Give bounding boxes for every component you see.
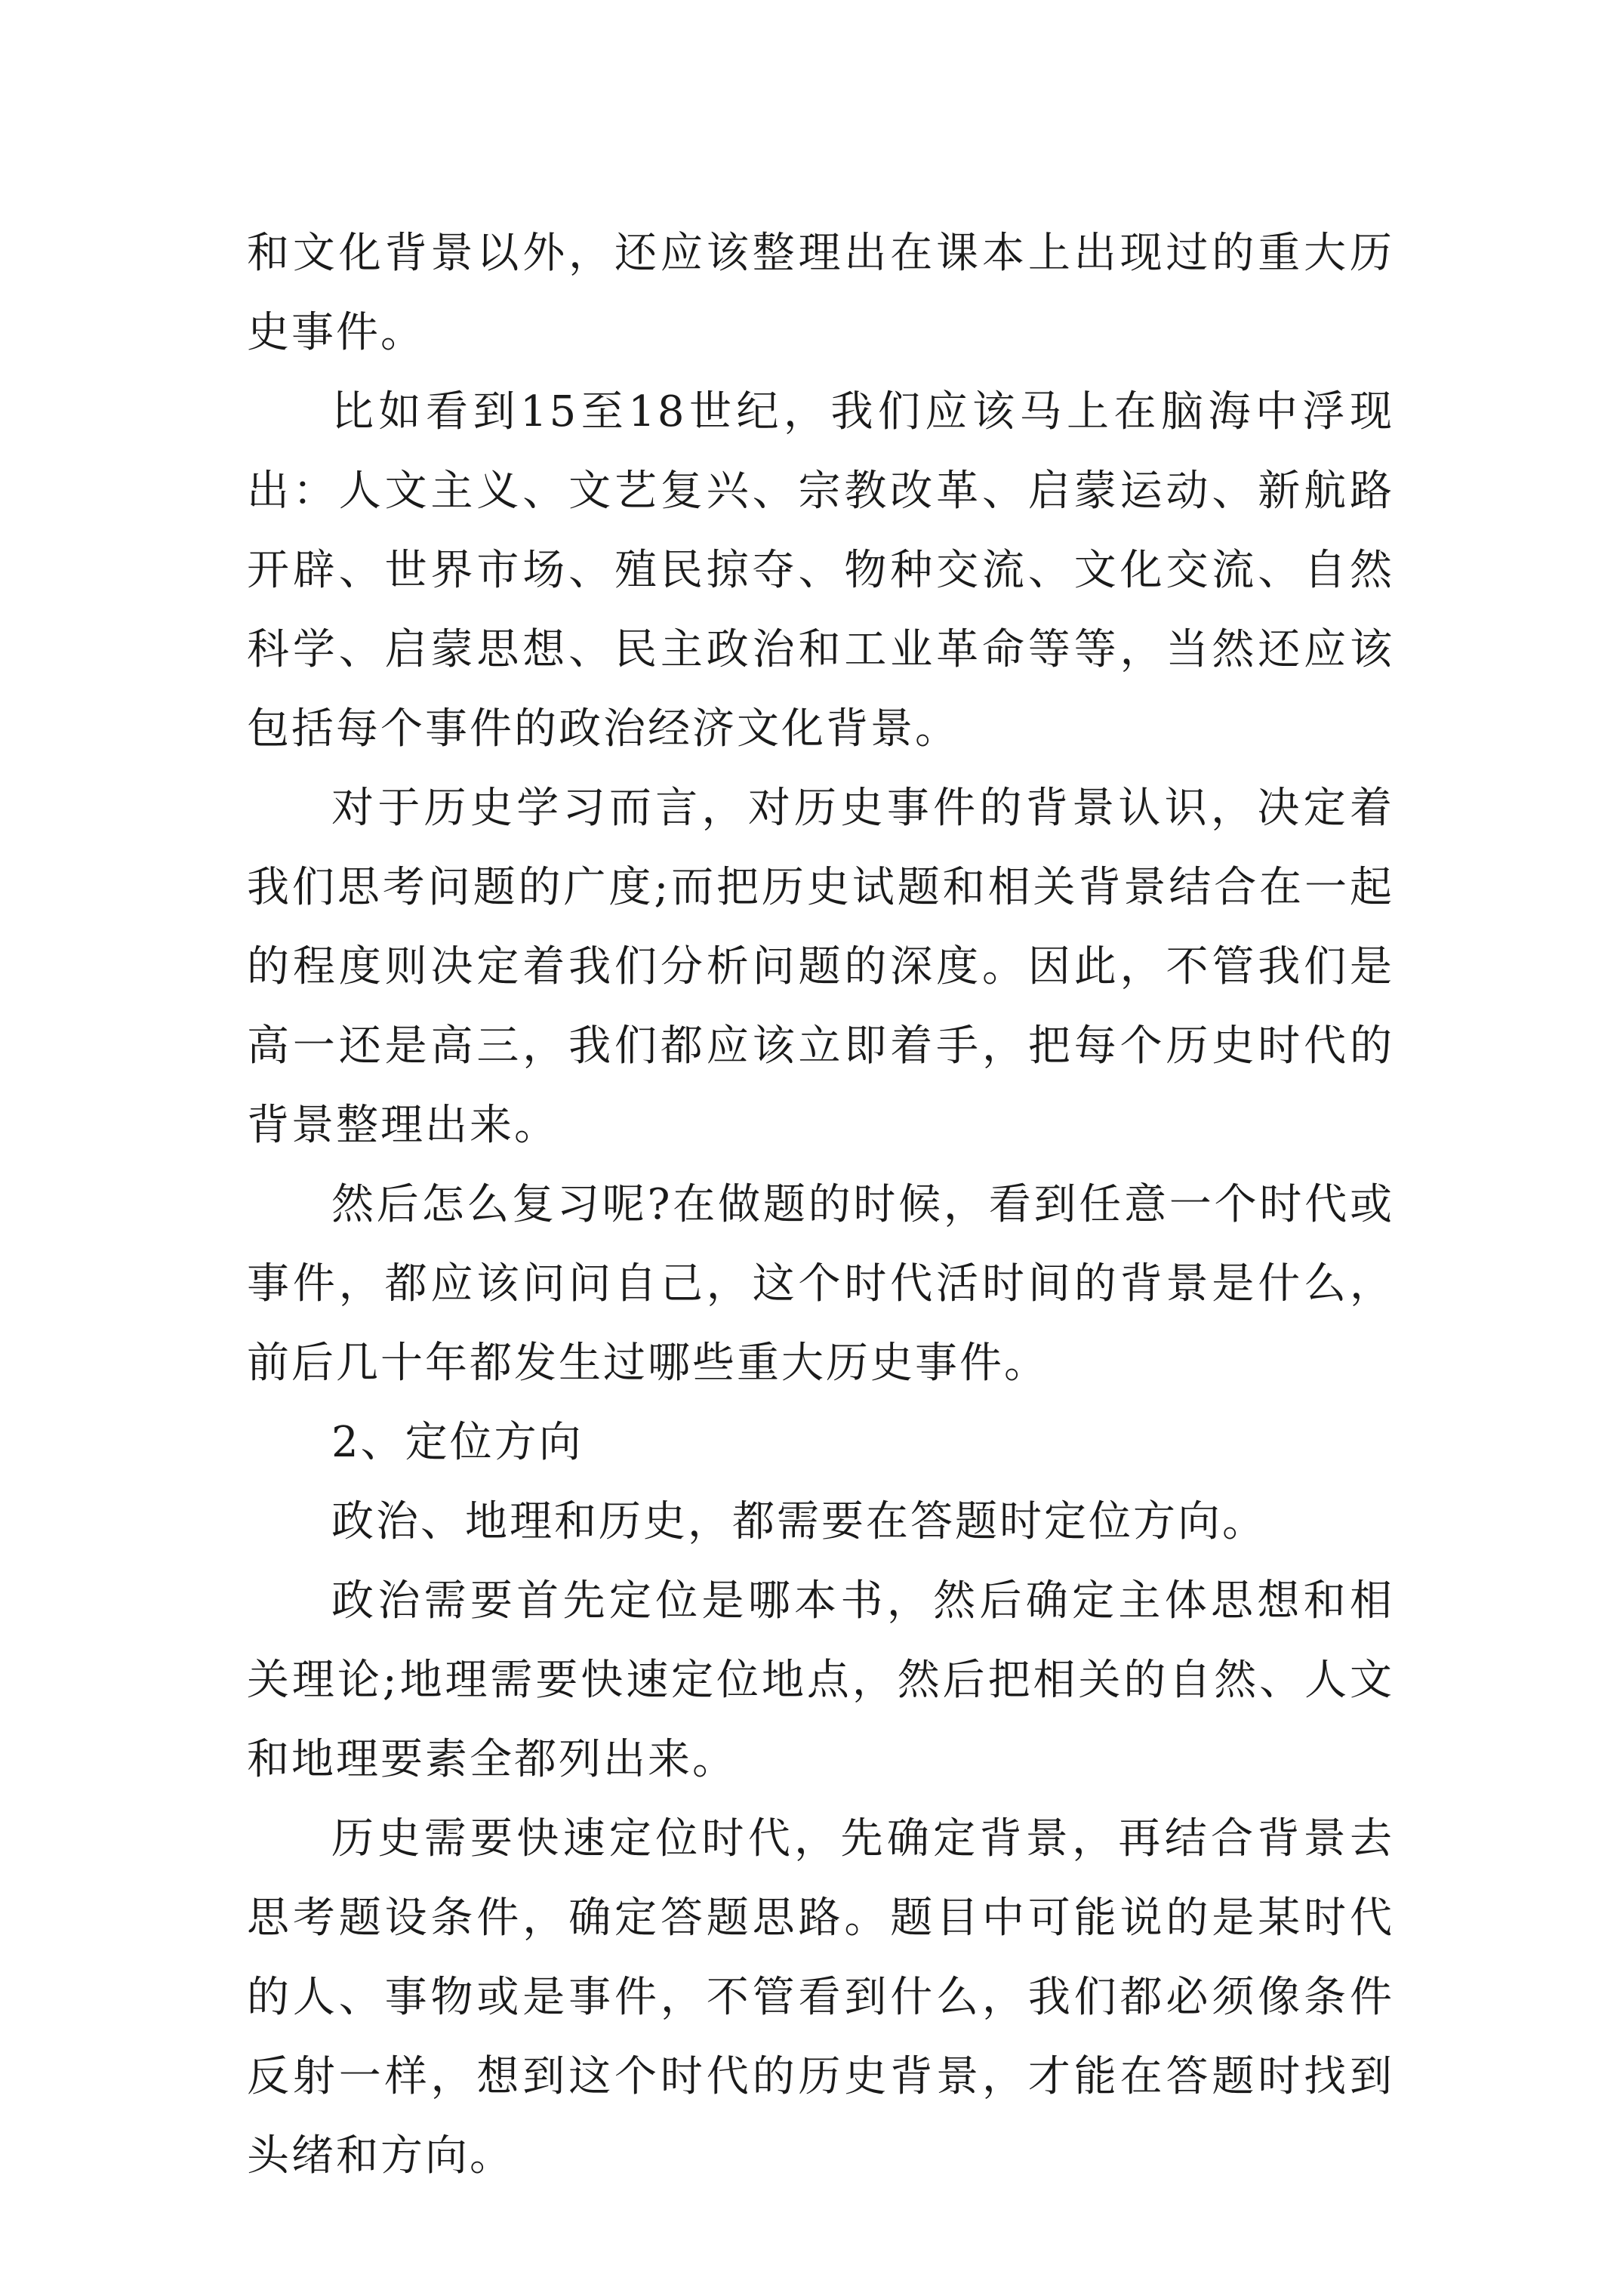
paragraph-15-18-century: 比如看到15至18世纪，我们应该马上在脑海中浮现出：人文主义、文艺复兴、宗教改革、启蒙运动、新航路开辟、世界市场、殖民掠夺、物种交流、文化交流、自然科学、启蒙思想、民主政治和工业革命等等，当然还应该包括每个事件的政治经济文化背景。	[247, 387, 1394, 754]
paragraph-history-positioning: 历史需要快速定位时代，先确定背景，再结合背景去思考题设条件，确定答题思路。题目中可能说的是某时代的人、事物或是事件，不管看到什么，我们都必须像条件反射一样，想到这个时代的历史背景，才能在答题时找到头绪和方向。	[247, 1814, 1394, 2180]
paragraph-politics-geography: 政治需要首先定位是哪本书，然后确定主体思想和相关理论;地理需要快速定位地点，然后把相关的自然、人文和地理要素全都列出来。	[247, 1576, 1394, 1784]
paragraph-history-background: 对于历史学习而言，对历史事件的背景认识，决定着我们思考问题的广度;而把历史试题和相关背景结合在一起的程度则决定着我们分析问题的深度。因此，不管我们是高一还是高三，我们都应该立即着手，把每个历史时代的背景整理出来。	[247, 784, 1394, 1150]
paragraph-review-method: 然后怎么复习呢?在做题的时候，看到任意一个时代或事件，都应该问问自己，这个时代活时间的背景是什么，前后几十年都发生过哪些重大历史事件。	[247, 1180, 1394, 1388]
document-body	[247, 214, 1394, 2196]
section-heading-positioning: 2、定位方向	[331, 1418, 584, 1467]
paragraph-positioning-intro: 政治、地理和历史，都需要在答题时定位方向。	[331, 1497, 1267, 1546]
paragraph-continuation: 和文化背景以外，还应该整理出在课本上出现过的重大历史事件。	[247, 229, 1394, 357]
